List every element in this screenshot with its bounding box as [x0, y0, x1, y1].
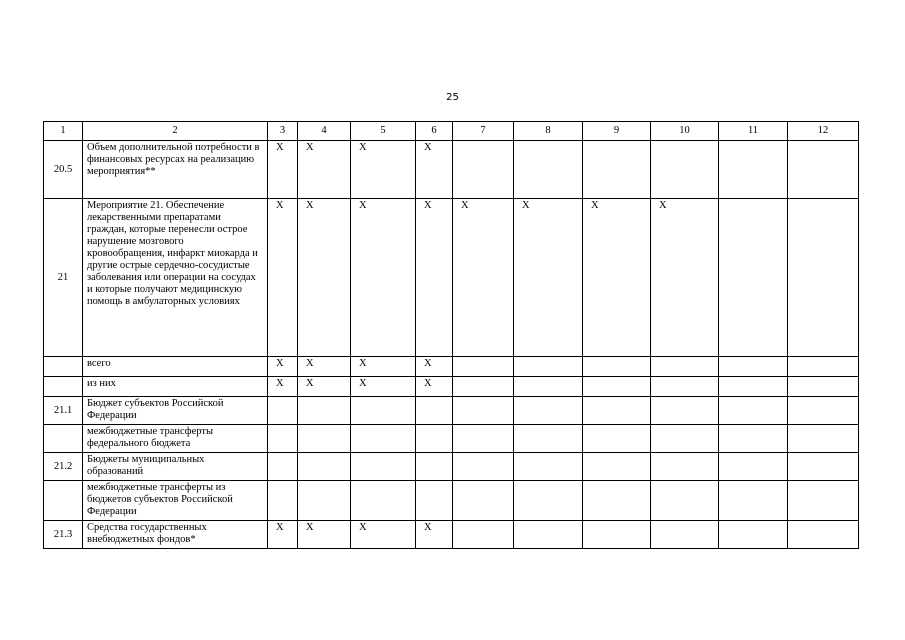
cell-col-7: [453, 481, 514, 521]
cell-col-11: [719, 453, 788, 481]
table-row: [44, 453, 859, 481]
cell-col-9: [583, 377, 651, 397]
cell-col-7: X: [453, 199, 514, 357]
cell-col-5: X: [351, 521, 416, 549]
cell-col-11: [719, 377, 788, 397]
cell-col-10: X: [651, 199, 719, 357]
header-row: [44, 122, 859, 141]
table-row: [44, 521, 859, 549]
cell-col-9: [583, 397, 651, 425]
table-row: [44, 425, 859, 453]
cell-col-8: X: [514, 199, 583, 357]
cell-col-3: [268, 425, 298, 453]
cell-col-3: [268, 481, 298, 521]
cell-col-8: [514, 141, 583, 199]
cell-col-8: [514, 357, 583, 377]
cell-col-3: X: [268, 199, 298, 357]
cell-col-4: [298, 481, 351, 521]
cell-col-4: X: [298, 377, 351, 397]
cell-col-8: [514, 425, 583, 453]
column-header-2: 2: [83, 122, 268, 141]
row-description: межбюджетные трансферты из бюджетов субъектов Российской Федерации: [83, 481, 268, 521]
row-description: Бюджеты муниципальных образований: [83, 453, 268, 481]
column-header-7: 7: [453, 122, 514, 141]
cell-col-4: X: [298, 357, 351, 377]
cell-col-6: X: [416, 521, 453, 549]
row-number: 21.1: [44, 397, 83, 425]
cell-col-6: [416, 397, 453, 425]
cell-col-11: [719, 357, 788, 377]
row-description: Объем дополнительной потребности в финансовых ресурсах на реализацию мероприятия**: [83, 141, 268, 199]
cell-col-6: X: [416, 199, 453, 357]
cell-col-5: X: [351, 377, 416, 397]
cell-col-5: [351, 425, 416, 453]
cell-col-6: [416, 481, 453, 521]
column-header-8: 8: [514, 122, 583, 141]
row-number: 21: [44, 199, 83, 357]
cell-col-7: [453, 357, 514, 377]
cell-col-12: [788, 357, 859, 377]
cell-col-5: X: [351, 199, 416, 357]
column-header-4: 4: [298, 122, 351, 141]
cell-col-12: [788, 199, 859, 357]
cell-col-3: [268, 453, 298, 481]
cell-col-12: [788, 397, 859, 425]
cell-col-12: [788, 141, 859, 199]
cell-col-6: [416, 425, 453, 453]
cell-col-12: [788, 521, 859, 549]
cell-col-9: [583, 521, 651, 549]
cell-col-10: [651, 453, 719, 481]
cell-col-11: [719, 141, 788, 199]
cell-col-9: [583, 357, 651, 377]
cell-col-7: [453, 453, 514, 481]
cell-col-3: X: [268, 521, 298, 549]
cell-col-9: [583, 425, 651, 453]
cell-col-8: [514, 481, 583, 521]
column-header-9: 9: [583, 122, 651, 141]
row-number: [44, 481, 83, 521]
cell-col-9: [583, 481, 651, 521]
row-number: [44, 425, 83, 453]
column-header-10: 10: [651, 122, 719, 141]
cell-col-11: [719, 199, 788, 357]
cell-col-12: [788, 377, 859, 397]
row-description: Мероприятие 21. Обеспечение лекарственными препаратами граждан, которые перенесли острое нарушение мозгового кровообращения, инфаркт миокарда и другие острые сердечно-сосудистые заболевания или операции на сосудах и которые получают медицинскую помощь в амбулаторных условиях: [83, 199, 268, 357]
row-number: 21.2: [44, 453, 83, 481]
row-number: [44, 377, 83, 397]
table-row: [44, 141, 859, 199]
table-row: [44, 481, 859, 521]
cell-col-5: [351, 397, 416, 425]
row-description: из них: [83, 377, 268, 397]
column-header-5: 5: [351, 122, 416, 141]
cell-col-7: [453, 521, 514, 549]
table-row: [44, 357, 859, 377]
row-description: Бюджет субъектов Российской Федерации: [83, 397, 268, 425]
cell-col-7: [453, 425, 514, 453]
cell-col-9: [583, 141, 651, 199]
cell-col-3: [268, 397, 298, 425]
row-description: всего: [83, 357, 268, 377]
cell-col-10: [651, 425, 719, 453]
cell-col-11: [719, 425, 788, 453]
cell-col-12: [788, 481, 859, 521]
cell-col-10: [651, 521, 719, 549]
page-number: 25: [446, 92, 459, 103]
cell-col-11: [719, 521, 788, 549]
cell-col-11: [719, 481, 788, 521]
cell-col-6: [416, 453, 453, 481]
cell-col-3: X: [268, 377, 298, 397]
cell-col-9: [583, 453, 651, 481]
row-number: 21.3: [44, 521, 83, 549]
cell-col-10: [651, 481, 719, 521]
cell-col-8: [514, 521, 583, 549]
cell-col-8: [514, 397, 583, 425]
table-row: [44, 199, 859, 357]
row-description: межбюджетные трансферты федерального бюджета: [83, 425, 268, 453]
cell-col-8: [514, 377, 583, 397]
column-header-12: 12: [788, 122, 859, 141]
cell-col-9: X: [583, 199, 651, 357]
cell-col-4: [298, 397, 351, 425]
cell-col-4: [298, 425, 351, 453]
row-number: 20.5: [44, 141, 83, 199]
cell-col-5: X: [351, 141, 416, 199]
cell-col-12: [788, 425, 859, 453]
cell-col-8: [514, 453, 583, 481]
cell-col-7: [453, 397, 514, 425]
column-header-1: 1: [44, 122, 83, 141]
row-number: [44, 357, 83, 377]
column-header-11: 11: [719, 122, 788, 141]
cell-col-10: [651, 141, 719, 199]
table-row: [44, 377, 859, 397]
column-header-3: 3: [268, 122, 298, 141]
cell-col-3: X: [268, 141, 298, 199]
row-description: Средства государственных внебюджетных фондов*: [83, 521, 268, 549]
budget-table: [43, 121, 859, 549]
cell-col-6: X: [416, 357, 453, 377]
cell-col-7: [453, 377, 514, 397]
cell-col-4: [298, 453, 351, 481]
cell-col-5: X: [351, 357, 416, 377]
column-header-6: 6: [416, 122, 453, 141]
cell-col-6: X: [416, 377, 453, 397]
cell-col-5: [351, 481, 416, 521]
cell-col-10: [651, 377, 719, 397]
cell-col-12: [788, 453, 859, 481]
cell-col-10: [651, 397, 719, 425]
cell-col-4: X: [298, 199, 351, 357]
cell-col-6: X: [416, 141, 453, 199]
cell-col-11: [719, 397, 788, 425]
cell-col-7: [453, 141, 514, 199]
table-row: [44, 397, 859, 425]
cell-col-4: X: [298, 521, 351, 549]
cell-col-3: X: [268, 357, 298, 377]
cell-col-4: X: [298, 141, 351, 199]
cell-col-10: [651, 357, 719, 377]
cell-col-5: [351, 453, 416, 481]
